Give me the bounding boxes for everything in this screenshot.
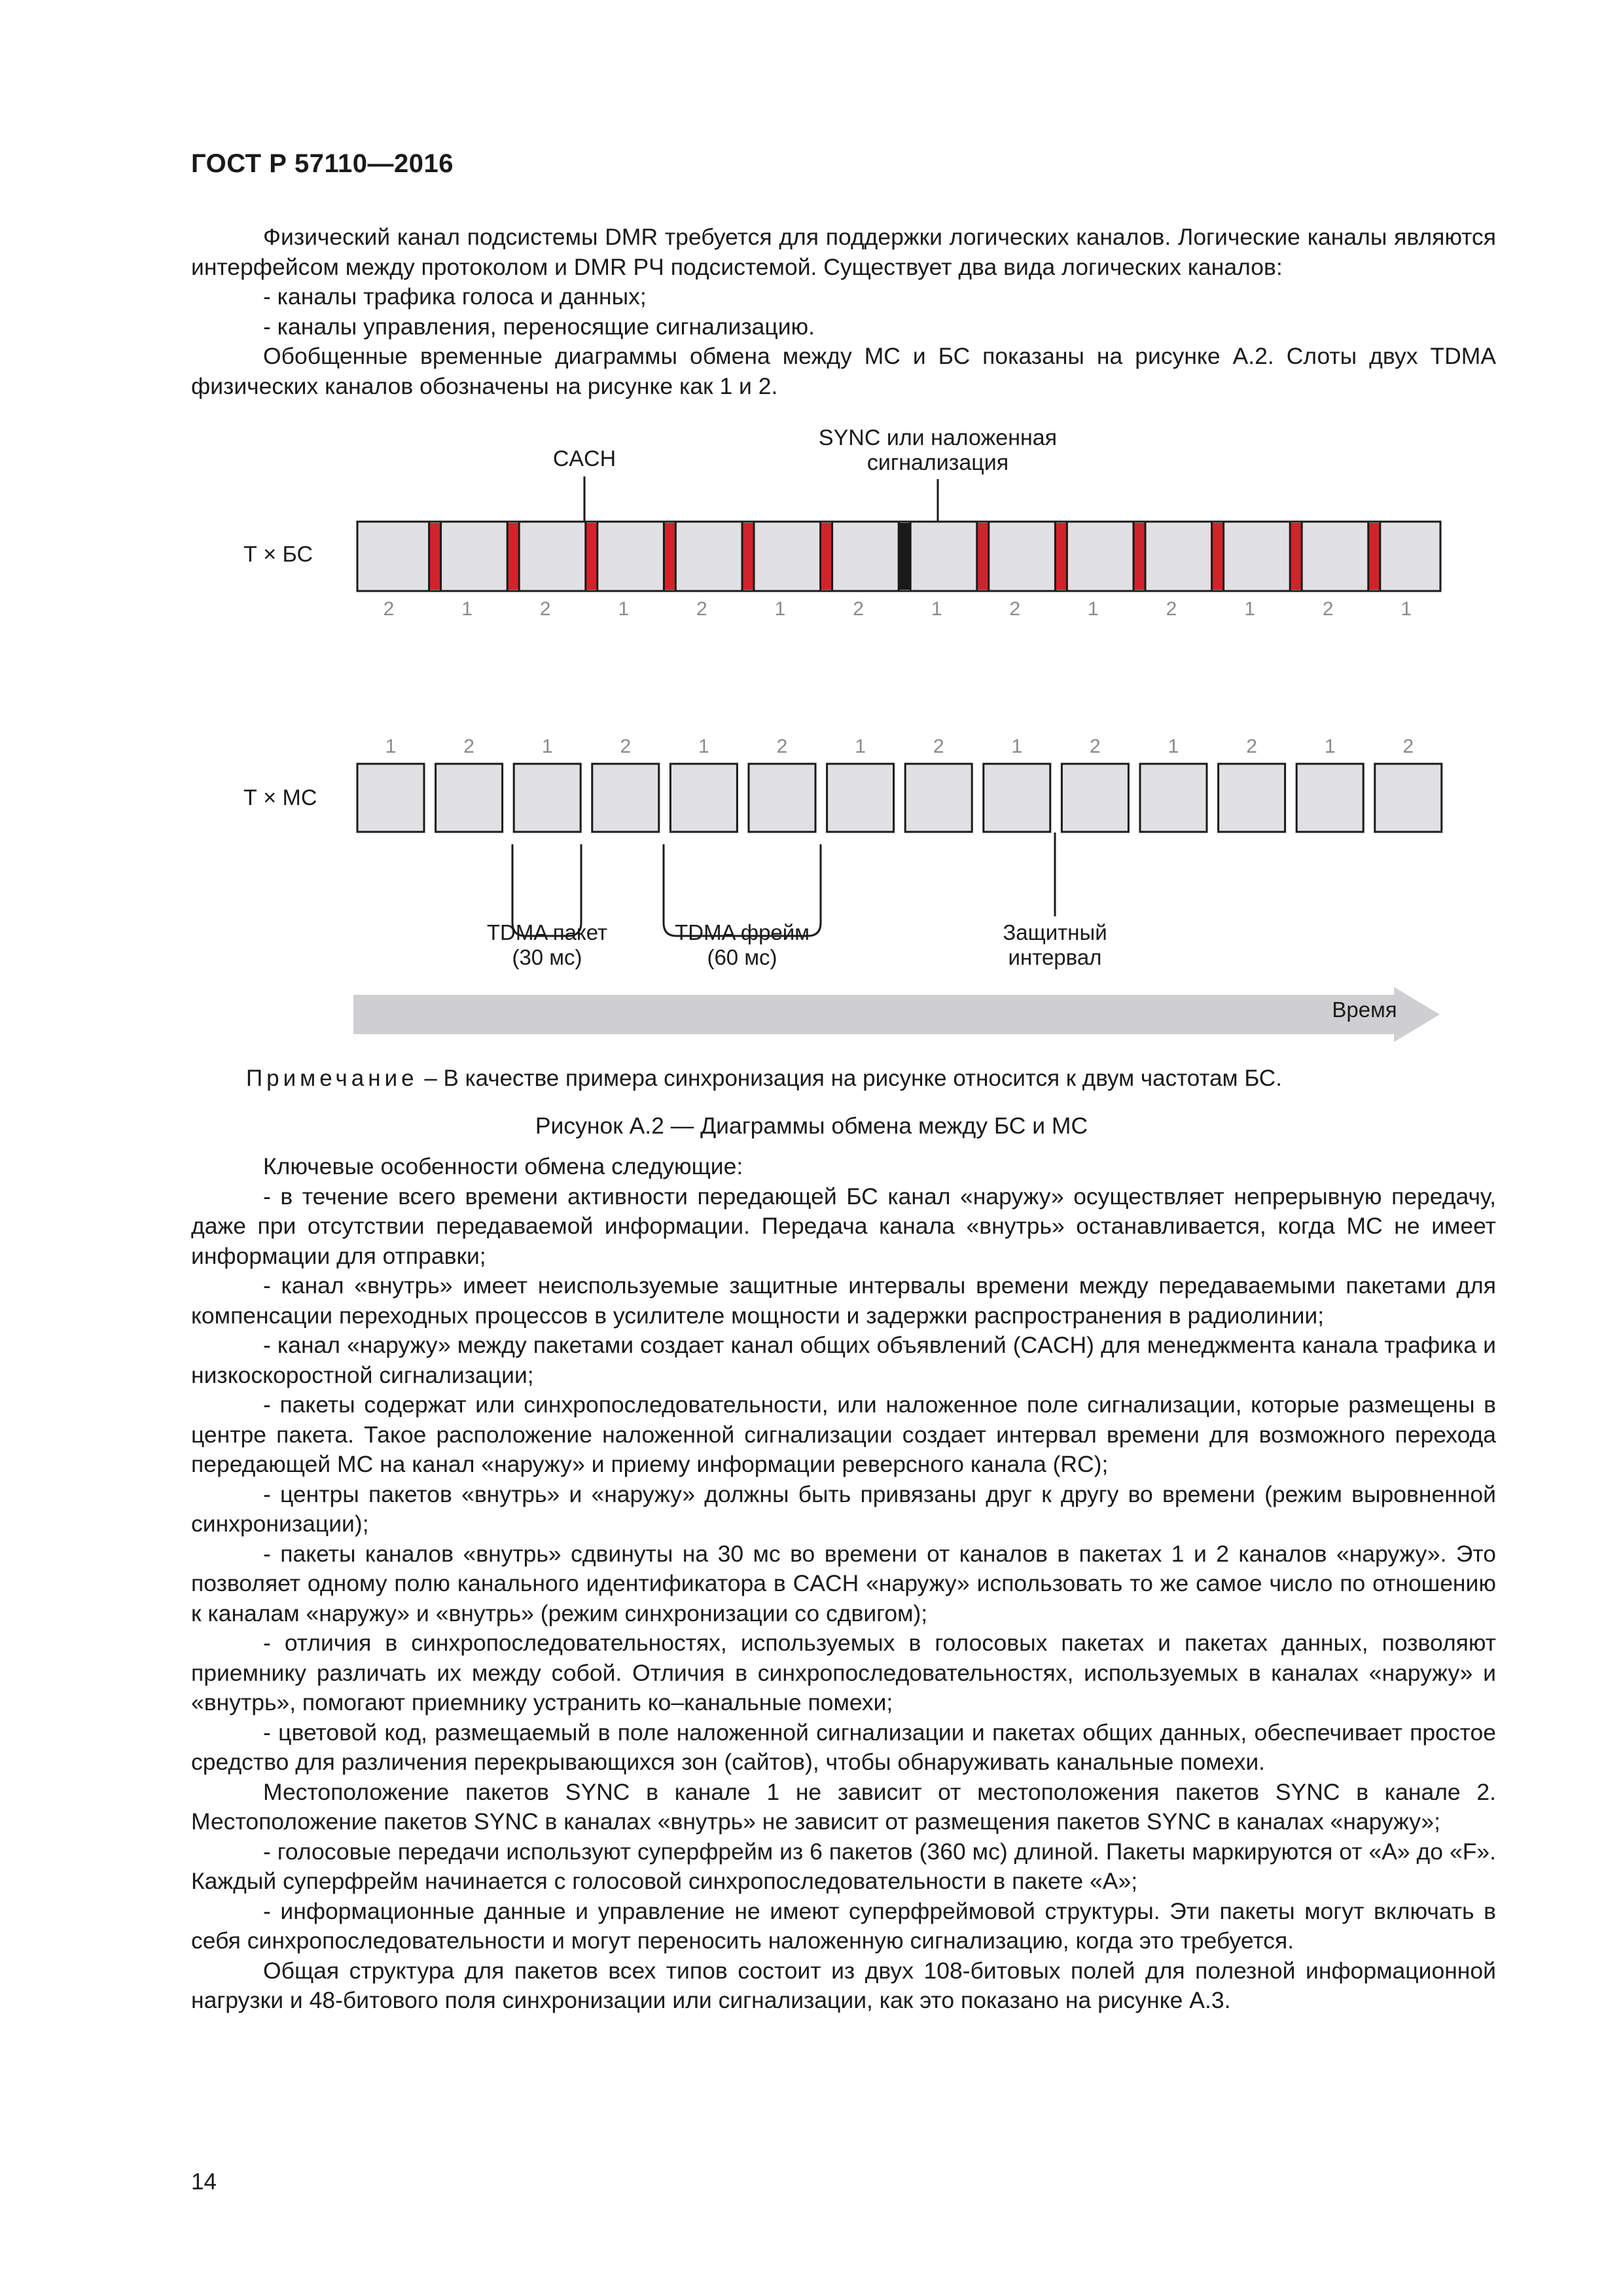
- ms-slot-number: 2: [1246, 736, 1257, 757]
- bs-slot-number: 1: [1400, 598, 1412, 620]
- cach-bar: [1368, 523, 1380, 590]
- body-text: [191, 1152, 1496, 2016]
- cach-bar: [664, 523, 675, 590]
- ms-slot: [1140, 764, 1207, 832]
- bs-slot-number: 2: [383, 598, 395, 620]
- ms-slot: [1375, 764, 1442, 832]
- ms-slot-number: 1: [698, 736, 709, 757]
- ms-slot-number: 2: [1090, 736, 1101, 757]
- frame-label-line1: TDMA фрейм: [675, 920, 810, 944]
- body-paragraph: Ключевые особенности обмена следующие:: [263, 1153, 743, 1179]
- ms-slot-number: 2: [463, 736, 474, 757]
- intro-paragraph: Физический канал подсистемы DMR требуется для поддержки логических каналов. Логические каналы являются интерфейсом между протоколом и DMR РЧ подсистемой. Существует два вида логических каналов:: [191, 224, 1496, 280]
- time-arrow: [353, 987, 1440, 1042]
- body-list-item: - отличия в синхропоследовательностях, используемых в голосовых пакетах и пакетах данных, позволяют приемнику различать их между собой. Отличия в синхропоследовательностях, используемых в каналах «наружу» и «внутрь», помогают приемнику устранить ко–канальные помехи;: [191, 1630, 1496, 1715]
- ms-slot: [592, 764, 659, 832]
- bs-slot-number: 1: [1088, 598, 1099, 620]
- bs-slot-number: 1: [1244, 598, 1255, 620]
- ms-slot: [670, 764, 737, 832]
- cach-bar: [429, 523, 441, 590]
- ms-slot-number: 1: [1168, 736, 1179, 757]
- time-label: Время: [1332, 997, 1397, 1022]
- sync-label-line2: сигнализация: [866, 450, 1009, 475]
- cach-bar: [1055, 523, 1067, 590]
- ms-slot: [984, 764, 1050, 832]
- ms-slot: [905, 764, 972, 832]
- body-list-item: - цветовой код, размещаемый в поле наложенной сигнализации и пакетах общих данных, обеспечивает простое средство для различения перекрывающихся зон (сайтов), чтобы обнаруживать канальные помехи.: [191, 1719, 1496, 1775]
- ms-slot-number: 2: [933, 736, 944, 757]
- ms-slot-number: 1: [1011, 736, 1023, 757]
- body-list-item: - голосовые передачи используют суперфрейм из 6 пакетов (360 мс) длиной. Пакеты маркируются от «А» до «F». Каждый суперфрейм начинается с голосовой синхропоследовательности в пакете «А»;: [191, 1838, 1496, 1894]
- ms-slot-numbers: [385, 736, 1414, 757]
- body-list-item: - центры пакетов «внутрь» и «наружу» должны быть привязаны друг к другу во времени (режим выровненной синхронизации);: [191, 1480, 1496, 1537]
- body-list-item: - информационные данные и управление не имеют суперфреймовой структуры. Эти пакеты могут включать в себя синхропоследовательности и могут переносить наложенную сигнализацию, когда это требуется.: [191, 1897, 1496, 1954]
- cach-bar: [977, 523, 989, 590]
- ms-slot-number: 2: [776, 736, 788, 757]
- cach-bar: [1290, 523, 1302, 590]
- row-label-tx-ms: Т × МС: [243, 785, 317, 810]
- bs-slot-number: 2: [853, 598, 864, 620]
- sync-label-line1: SYNC или наложенная: [818, 425, 1058, 450]
- body-list-item: - пакеты содержат или синхропоследовательности, или наложенное поле сигнализации, которые размещены в центре пакета. Такое расположение наложенной сигнализации создает интервал времени для возможного перехода передающей МС на канал «наружу» и приему информации реверсного канала (RC);: [191, 1391, 1496, 1477]
- document-header: ГОСТ Р 57110—2016: [191, 149, 454, 178]
- ms-slot: [827, 764, 894, 832]
- ms-slot-number: 2: [620, 736, 632, 757]
- cach-bar: [821, 523, 832, 590]
- bs-slot-number: 1: [461, 598, 473, 620]
- ms-slot: [1219, 764, 1285, 832]
- row-label-tx-bs: Т × БС: [243, 542, 313, 567]
- sync-bar: [899, 523, 910, 590]
- ms-timeline: [357, 764, 1442, 832]
- note-text: – В качестве примера синхронизация на рисунке относится к двум частотам БС.: [418, 1066, 1282, 1091]
- packet-label-line1: TDMA пакет: [486, 920, 608, 944]
- ms-slot-number: 1: [385, 736, 397, 757]
- body-list-item: - пакеты каналов «внутрь» сдвинуты на 30 мс во времени от каналов в пакетах 1 и 2 каналов «наружу». Это позволяет одному полю канального идентификатора в CACH «наружу» использовать то же самое число по отношению к каналам «наружу» и «внутрь» (режим синхронизации со сдвигом);: [191, 1540, 1496, 1626]
- packet-label-line2: (30 мс): [512, 945, 582, 969]
- ms-slot-number: 1: [855, 736, 866, 757]
- note-label: Примечание: [246, 1066, 418, 1091]
- intro-paragraph: Обобщенные временные диаграммы обмена между МС и БС показаны на рисунке А.2. Слоты двух TDMA физических каналов обозначены на рисунке как 1 и 2.: [191, 343, 1496, 399]
- bs-slot-number: 1: [774, 598, 786, 620]
- bs-slot-numbers: [383, 598, 1412, 620]
- bs-slot-number: 2: [539, 598, 551, 620]
- ms-slot: [514, 764, 580, 832]
- intro-list-item: - каналы трафика голоса и данных;: [263, 283, 647, 310]
- ms-slot-number: 1: [1324, 736, 1336, 757]
- body-list-item: - в течение всего времени активности передающей БС канал «наружу» осуществляет непрерывную передачу, даже при отсутствии передаваемой информации. Передача канала «внутрь» останавливается, когда МС не имеет информации для отправки;: [191, 1183, 1496, 1269]
- cach-bar: [1133, 523, 1145, 590]
- cach-bar: [1212, 523, 1224, 590]
- ms-slot: [436, 764, 503, 832]
- figure-note: [246, 1066, 1282, 1092]
- guard-label-line1: Защитный: [1003, 920, 1107, 944]
- timing-diagram: [0, 419, 1623, 1060]
- ms-slot: [1061, 764, 1128, 832]
- body-list-item: - канал «наружу» между пакетами создает канал общих объявлений (CACH) для менеджмента канала трафика и низкоскоростной сигнализации;: [191, 1332, 1496, 1388]
- page-number: 14: [191, 2169, 217, 2195]
- frame-label-line2: (60 мс): [707, 945, 777, 969]
- ms-slot: [357, 764, 424, 832]
- ms-slot-number: 2: [1402, 736, 1414, 757]
- intro-list-item: - каналы управления, переносящие сигнализацию.: [263, 313, 815, 340]
- body-paragraph: Местоположение пакетов SYNC в канале 1 не зависит от местоположения пакетов SYNC в канале 2. Местоположение пакетов SYNC в каналах «внутрь» не зависит от размещения пакетов SYNC в каналах «наружу»;: [191, 1778, 1496, 1835]
- guard-label-line2: интервал: [1008, 945, 1102, 969]
- cach-bar: [742, 523, 754, 590]
- bs-slot-number: 1: [618, 598, 630, 620]
- bs-slot-number: 1: [931, 598, 942, 620]
- body-list-item: - канал «внутрь» имеет неиспользуемые защитные интервалы времени между передаваемыми пакетами для компенсации переходных процессов в усилителе мощности и задержки распространения в радиолинии;: [191, 1272, 1496, 1329]
- cach-bar: [507, 523, 519, 590]
- ms-slot: [1296, 764, 1363, 832]
- ms-slot-number: 1: [541, 736, 553, 757]
- bs-slot-number: 2: [696, 598, 707, 620]
- bs-timeline: [357, 522, 1440, 591]
- cach-bar: [586, 523, 597, 590]
- bs-slot-number: 2: [1166, 598, 1177, 620]
- body-paragraph: Общая структура для пакетов всех типов состоит из двух 108-битовых полей для полезной информационной нагрузки и 48-битового поля синхронизации или сигнализации, как это показано на рисунке А.3.: [191, 1957, 1496, 2013]
- intro-text: [191, 223, 1496, 401]
- ms-slot: [749, 764, 815, 832]
- bs-slot-number: 2: [1009, 598, 1021, 620]
- cach-label: CACH: [552, 446, 616, 471]
- figure-caption: Рисунок А.2 — Диаграммы обмена между БС и МС: [535, 1113, 1088, 1139]
- bs-slot-number: 2: [1322, 598, 1334, 620]
